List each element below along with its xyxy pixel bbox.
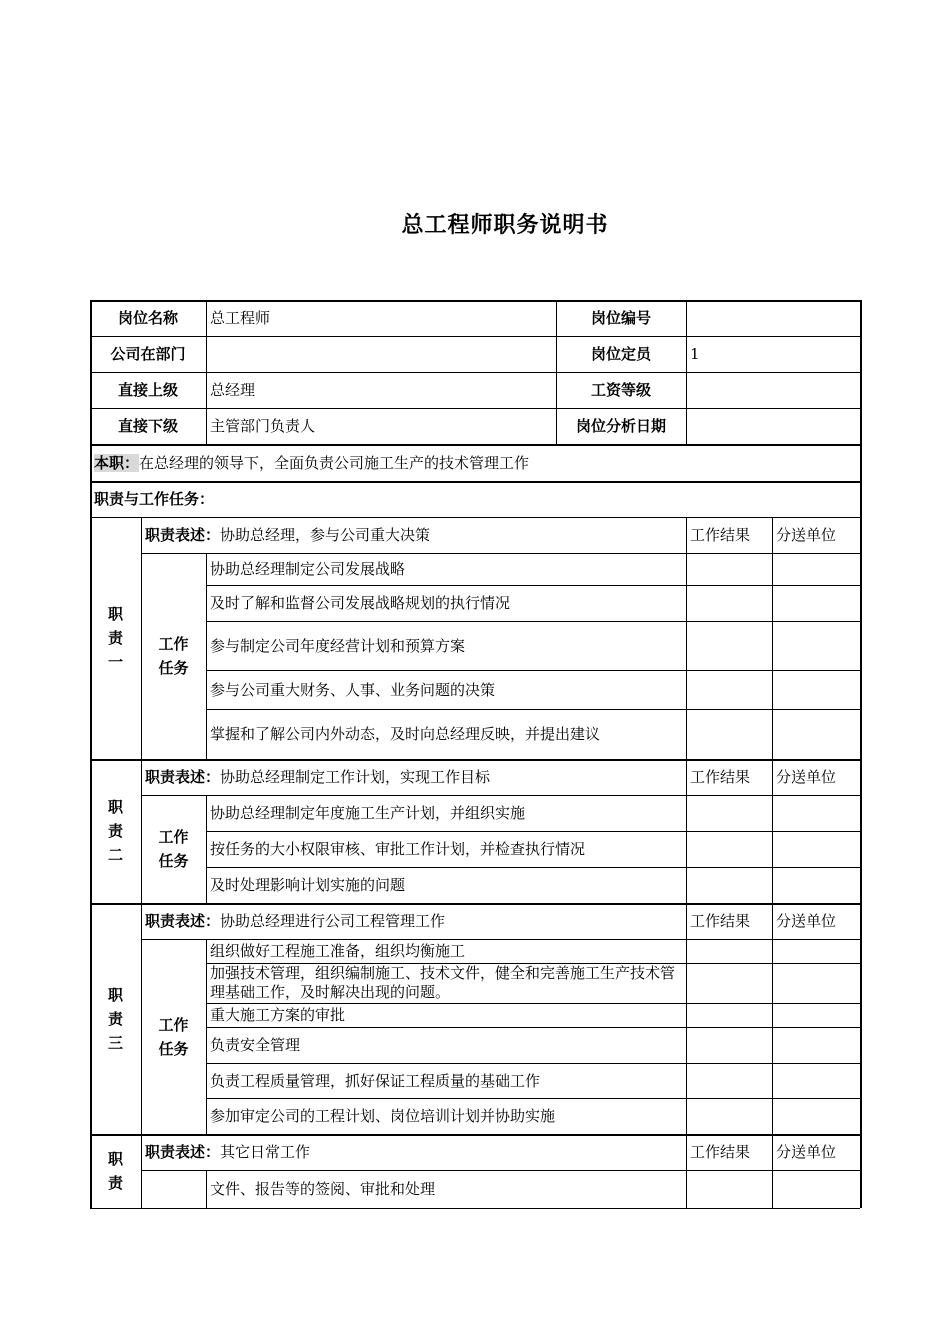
task-item: 及时了解和监督公司发展战略规划的执行情况 [210,594,511,612]
table-hrule [206,709,860,710]
duty-text: 在总经理的领导下，全面负责公司施工生产的技术管理工作 [139,453,530,472]
table-vrule [686,517,687,759]
duty-row [90,444,860,481]
send-header: 分送单位 [776,768,837,786]
tasks-heading: 职责与工作任务： [94,490,215,508]
side-char: 职 [107,985,123,1004]
task-send-cell [772,831,860,867]
task-send-cell [772,1170,860,1208]
desc-label: 职责表述： [145,912,221,930]
task-result-cell [686,1003,772,1027]
task-item: 协助总经理制定年度施工生产计划，并组织实施 [210,804,526,822]
side-char: 责 [107,822,123,840]
header-value-salary [686,372,860,408]
work-task-label-line: 工作 [158,635,189,653]
responsibility-desc [141,759,686,795]
header-label-dept: 公司在部门 [110,345,186,363]
header-label-salary: 工资等级 [590,381,651,399]
task-result-cell [686,1098,772,1134]
table-vrule [556,300,557,444]
responsibility-desc [141,1134,686,1170]
table-vrule [860,903,862,1134]
side-char: 一 [107,653,123,671]
task-send-cell [772,867,860,903]
task-item: 参加审定公司的工程计划、岗位培训计划并协助实施 [210,1107,556,1125]
task-send-cell [772,670,860,709]
task-item: 参与公司重大财务、人事、业务问题的决策 [210,680,496,699]
work-task-label [141,939,206,1134]
table-vrule [206,553,207,759]
task-item: 及时处理影响计划实施的问题 [210,876,406,894]
table-vrule [141,1134,142,1208]
table-vrule [686,903,687,1134]
table-vrule [686,1134,687,1208]
task-result-cell [686,867,772,903]
send-header: 分送单位 [776,1143,837,1161]
task-item: 掌握和了解公司内外动态，及时向总经理反映，并提出建议 [210,725,601,743]
responsibility-side-label [90,759,141,903]
task-send-cell [772,709,860,759]
result-header: 工作结果 [690,1143,751,1161]
task-item: 负责工程质量管理，抓好保证工程质量的基础工作 [210,1071,541,1090]
table-vrule [860,759,862,903]
table-vrule [860,517,862,759]
desc-text: 协助总经理，参与公司重大决策 [220,526,431,544]
task-result-cell [686,1027,772,1063]
task-result-cell [686,1170,772,1208]
desc-label: 职责表述： [145,768,221,786]
header-value-superior: 总经理 [210,381,256,399]
header-value-dept [206,336,556,372]
work-task-label-line: 任务 [158,659,189,677]
responsibility-side-label [90,517,141,759]
table-vrule [141,517,142,759]
header-value-subordinate: 主管部门负责人 [210,417,316,435]
side-char: 责 [107,629,123,647]
header-value-analysis_date [686,408,860,444]
task-result-cell [686,621,772,670]
task-item: 重大施工方案的审批 [210,1006,346,1024]
desc-label: 职责表述： [145,1143,221,1161]
side-char: 职 [107,605,123,623]
work-task-label-line: 任务 [158,852,189,870]
table-vrule [772,903,773,1134]
header-value-post_no [686,300,860,336]
task-send-cell [772,1027,860,1063]
task-send-cell [772,1098,860,1134]
table-hrule [90,1208,860,1209]
side-char: 职 [107,1150,123,1168]
header-label-analysis_date: 岗位分析日期 [575,417,666,435]
responsibility-desc [141,517,686,553]
task-send-cell [772,553,860,585]
task-item: 参与制定公司年度经营计划和预算方案 [210,636,466,655]
header-label-headcount: 岗位定员 [590,345,651,363]
responsibility-side-label [90,903,141,1134]
task-result-cell [686,585,772,621]
task-result-cell [686,963,772,1003]
task-item: 负责安全管理 [210,1036,301,1054]
task-send-cell [772,585,860,621]
table-hrule [141,553,860,554]
task-result-cell [686,1063,772,1098]
task-result-cell [686,831,772,867]
document-title: 总工程师职务说明书 [401,213,609,238]
table-vrule [90,759,92,903]
table-vrule [772,759,773,903]
work-task-label [141,795,206,903]
table-vrule [90,903,92,1134]
table-hrule [206,1027,860,1028]
header-label-post_no: 岗位编号 [590,309,651,327]
task-item: 文件、报告等的签阅、审批和处理 [210,1180,436,1198]
table-hrule [206,867,860,868]
task-result-cell [686,670,772,709]
result-header: 工作结果 [690,768,751,786]
duty-label: 本职： [94,453,140,472]
table-vrule [860,300,862,444]
header-label-post_name: 岗位名称 [117,309,178,327]
desc-text: 协助总经理进行公司工程管理工作 [220,912,446,930]
side-char: 职 [107,798,123,816]
table-hrule [206,1003,860,1004]
header-label-superior: 直接上级 [117,381,178,399]
table-hrule [206,963,860,964]
table-vrule [206,939,207,1134]
header-label-subordinate: 直接下级 [117,417,178,435]
header-value-post_name: 总工程师 [210,309,271,327]
table-hrule [206,670,860,671]
table-vrule [860,444,862,517]
work-task-label-line: 任务 [158,1039,189,1058]
table-hrule [141,939,860,940]
task-item: 协助总经理制定公司发展战略 [210,560,406,578]
table-hrule [206,1063,860,1064]
task-result-cell [686,939,772,963]
work-task-label-line: 工作 [158,828,189,846]
task-result-cell [686,709,772,759]
table-vrule [206,795,207,903]
responsibility-side-label [90,1134,141,1208]
desc-label: 职责表述： [145,526,221,544]
work-task-label-line: 工作 [158,1015,189,1034]
table-hrule [206,831,860,832]
table-hrule [206,621,860,622]
send-header: 分送单位 [776,526,837,544]
result-header: 工作结果 [690,526,751,544]
table-vrule [90,1134,92,1208]
desc-text: 其它日常工作 [220,1143,311,1161]
table-vrule [686,759,687,903]
table-hrule [141,1170,860,1171]
table-vrule [860,1134,862,1208]
table-vrule [141,903,142,1134]
task-send-cell [772,939,860,963]
task-send-cell [772,1063,860,1098]
table-vrule [772,1134,773,1208]
task-item: 加强技术管理，组织编制施工、技术文件，健全和完善施工生产技术管理基础工作，及时解决出现的问题。 [210,964,676,1001]
side-char: 责 [107,1174,123,1192]
side-char: 二 [107,846,123,864]
task-send-cell [772,795,860,831]
table-vrule [206,300,207,444]
table-vrule [90,517,92,759]
task-item: 组织做好工程施工准备，组织均衡施工 [210,942,466,960]
table-vrule [141,759,142,903]
send-header: 分送单位 [776,912,837,930]
task-result-cell [686,553,772,585]
result-header: 工作结果 [690,912,751,930]
table-vrule [90,300,92,444]
responsibility-desc [141,903,686,939]
table-hrule [206,1098,860,1099]
table-vrule [772,517,773,759]
table-hrule [141,795,860,796]
task-result-cell [686,795,772,831]
desc-text: 协助总经理制定工作计划，实现工作目标 [220,768,491,786]
table-vrule [90,444,92,517]
side-char: 三 [107,1033,123,1052]
work-task-label [141,553,206,759]
task-send-cell [772,621,860,670]
side-char: 责 [107,1009,123,1028]
table-vrule [686,300,687,444]
table-hrule [206,585,860,586]
header-value-headcount: 1 [690,345,700,363]
task-item: 按任务的大小权限审核、审批工作计划，并检查执行情况 [210,840,586,858]
task-send-cell [772,963,860,1003]
table-vrule [206,1170,207,1208]
task-send-cell [772,1003,860,1027]
